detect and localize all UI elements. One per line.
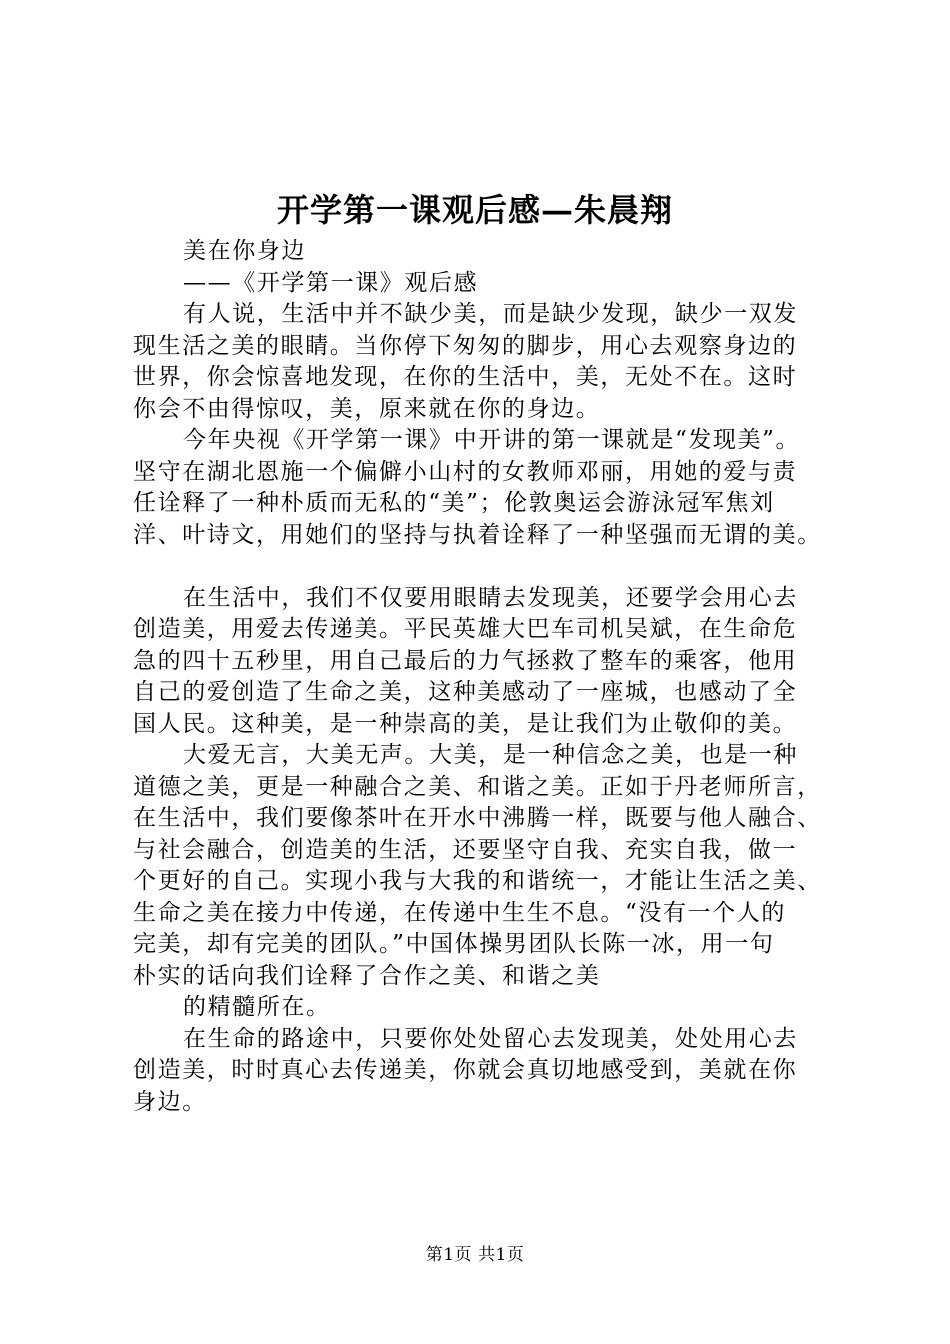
text-line: 任诠释了一种朴质而无私的“美”；伦敦奥运会游泳冠军焦刘 <box>133 490 775 516</box>
text-line: 洋、叶诗文，用她们的坚持与执着诠释了一种坚强而无谓的美。 <box>133 521 822 548</box>
text-line: 在生活中，我们要像茶叶在开水中沸腾一样，既要与他人融合、 <box>133 805 822 831</box>
page-title: 开学第一课观后感—朱晨翔 <box>276 191 673 229</box>
text-line: 朴实的话向我们诠释了合作之美、和谐之美 <box>133 962 601 989</box>
text-line: 在生活中，我们不仅要用眼睛去发现美，还要学会用心去 <box>183 584 798 611</box>
text-line: 在生命的路途中，只要你处处留心去发现美，处处用心去 <box>183 1025 798 1052</box>
text-line: 个更好的自己。实现小我与大我的和谐统一，才能让生活之美、 <box>133 868 822 894</box>
text-line: 有人说，生活中并不缺少美，而是缺少发现，缺少一双发 <box>183 301 798 327</box>
text-line: 世界，你会惊喜地发现，在你的生活中，美，无处不在。这时 <box>133 364 798 390</box>
text-line: 创造美，用爱去传递美。平民英雄大巴车司机吴斌，在生命危 <box>133 616 798 642</box>
text-line: 自己的爱创造了生命之美，这种美感动了一座城，也感动了全 <box>133 679 798 705</box>
text-line: 急的四十五秒里，用自己最后的力气拯救了整车的乘客，他用 <box>133 647 798 674</box>
text-line: 大爱无言，大美无声。大美，是一种信念之美，也是一种 <box>183 742 798 768</box>
text-line: 今年央视《开学第一课》中开讲的第一课就是“发现美”。 <box>183 427 801 453</box>
text-line: 生命之美在接力中传递，在传递中生生不息。“没有一个人的 <box>133 899 786 926</box>
text-line: 美在你身边 <box>183 238 306 264</box>
text-line: 国人民。这种美，是一种崇高的美，是让我们为止敬仰的美。 <box>133 710 798 737</box>
text-line: 你会不由得惊叹，美，原来就在你的身边。 <box>133 395 601 422</box>
text-line: ——《开学第一课》观后感 <box>183 269 479 296</box>
text-line: 现生活之美的眼睛。当你停下匆匆的脚步，用心去观察身边的 <box>133 332 798 359</box>
text-line: 完美，却有完美的团队。”中国体操男团队长陈一冰，用一句 <box>133 931 775 957</box>
text-line: 道德之美，更是一种融合之美、和谐之美。正如于丹老师所言， <box>133 773 822 800</box>
page-footer: 第1页 共1页 <box>425 1245 525 1265</box>
text-line: 创造美，时时真心去传递美，你就会真切地感受到，美就在你 <box>133 1057 798 1083</box>
text-line: 的精髓所在。 <box>183 994 331 1020</box>
text-line: 与社会融合，创造美的生活，还要坚守自我、充实自我，做一 <box>133 836 798 863</box>
document-body <box>133 236 853 1118</box>
blank-line <box>133 551 853 583</box>
text-line: 坚守在湖北恩施一个偏僻小山村的女教师邓丽，用她的爱与责 <box>133 458 798 485</box>
text-line: 身边。 <box>133 1088 207 1115</box>
